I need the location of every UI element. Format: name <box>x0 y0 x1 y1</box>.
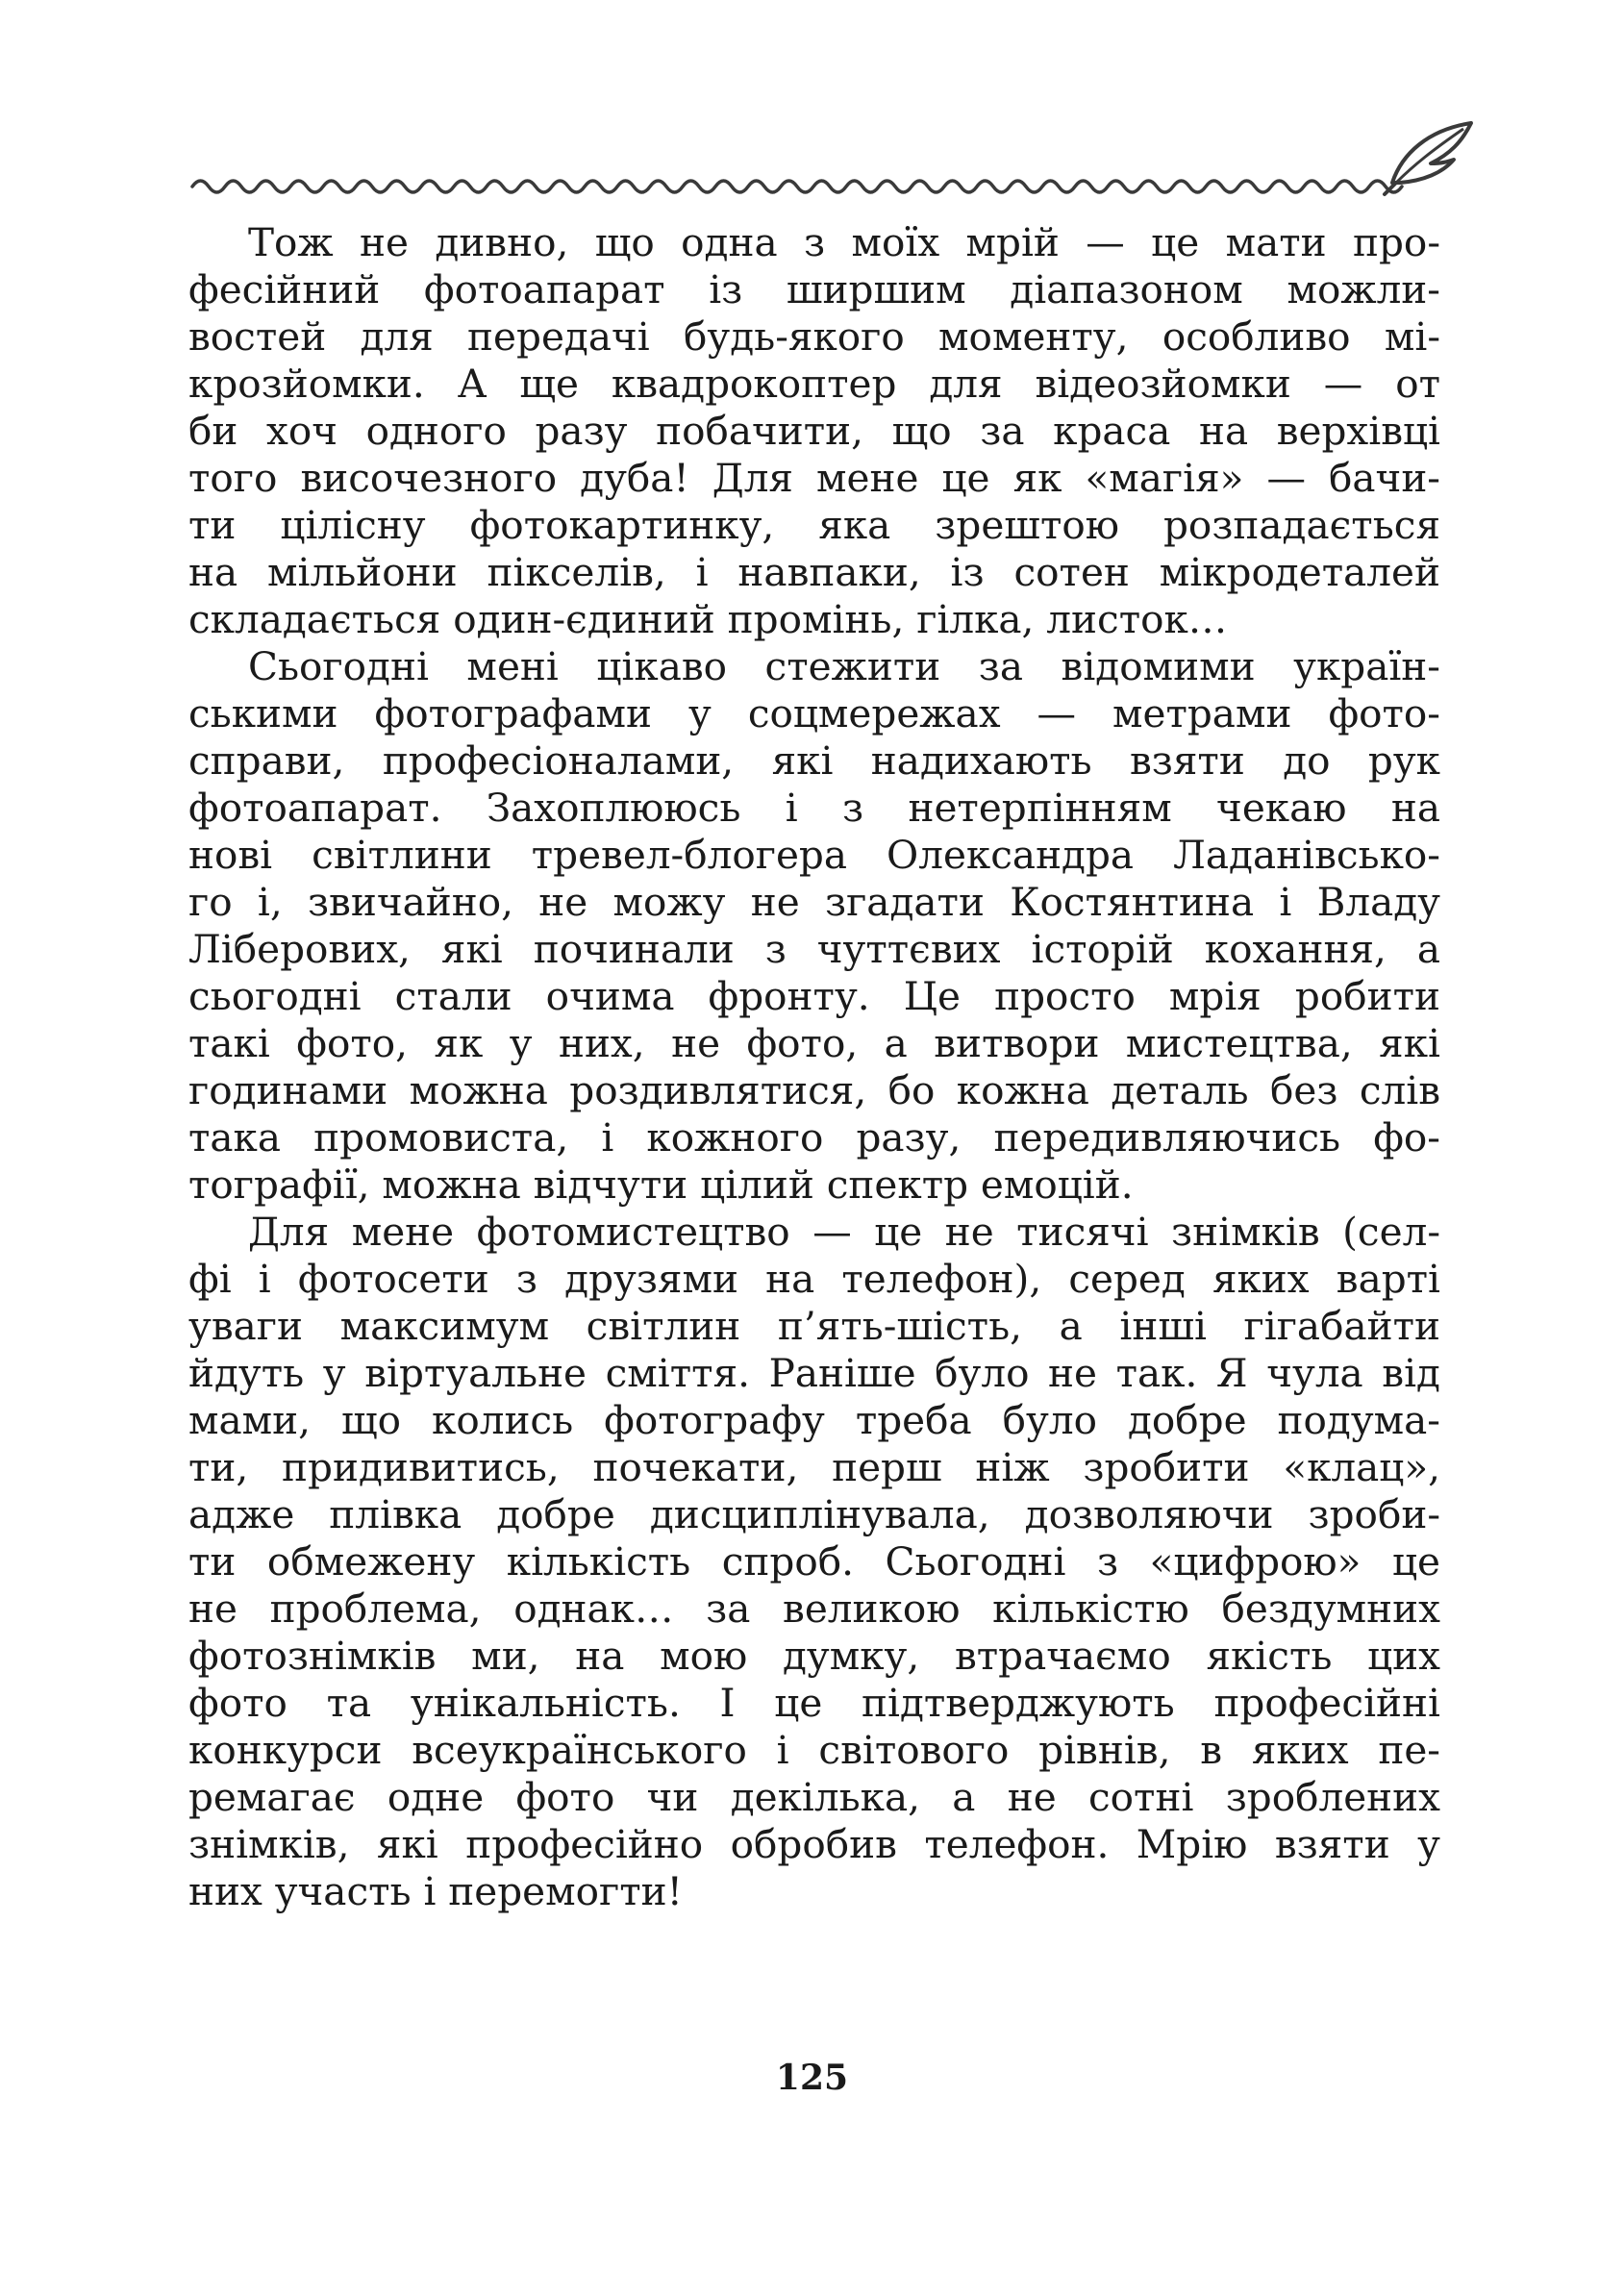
text-line: фі і фотосети з друзями на телефон), серед яких варті <box>188 1256 1440 1302</box>
text-line: конкурси всеукраїнського і світового рівнів, в яких пе- <box>188 1727 1440 1773</box>
text-line: адже плівка добре дисциплінувала, дозволяючи зроби- <box>188 1491 1440 1537</box>
text-line: Тож не дивно, що одна з моїх мрій — це мати про- <box>248 219 1440 265</box>
text-line: би хоч одного разу побачити, що за краса на верхівці <box>188 408 1440 454</box>
text-line: уваги максимум світлин п’ять-шість, а інші гігабайти <box>188 1303 1440 1349</box>
text-line: ти, придивитись, почекати, перш ніж зробити «клац», <box>188 1444 1440 1490</box>
text-line: такі фото, як у них, не фото, а витвори мистецтва, які <box>188 1020 1440 1066</box>
text-line: них участь і перемогти! <box>188 1868 683 1914</box>
body-text <box>188 219 1440 1915</box>
text-line: така промовиста, і кожного разу, передивляючись фо- <box>188 1114 1440 1161</box>
text-line: Сьогодні мені цікаво стежити за відомими україн- <box>248 643 1440 689</box>
text-line: справи, професіоналами, які надихають взяти до рук <box>188 737 1440 784</box>
text-line: годинами можна роздивлятися, бо кожна деталь без слів <box>188 1067 1440 1113</box>
text-line: Ліберових, які починали з чуттєвих історій кохання, а <box>188 926 1440 972</box>
text-line: востей для передачі будь-якого моменту, особливо мі- <box>188 313 1440 360</box>
text-line: сьогодні стали очима фронту. Це просто мрія робити <box>188 973 1440 1019</box>
text-line: фотоапарат. Захоплююсь і з нетерпінням чекаю на <box>188 785 1440 831</box>
text-line: ти обмежену кількість спроб. Сьогодні з «цифрою» це <box>188 1538 1440 1585</box>
text-line: мами, що колись фотографу треба було добре подума- <box>188 1397 1440 1443</box>
text-line: знімків, які професійно обробив телефон. Мрію взяти у <box>188 1821 1440 1867</box>
text-line: фотознімків ми, на мою думку, втрачаємо якість цих <box>188 1633 1440 1679</box>
text-line: на мільйони пікселів, і навпаки, із сотен мікродеталей <box>188 549 1440 595</box>
text-line: тографії, можна відчути цілий спектр емоцій. <box>188 1161 1134 1208</box>
text-line: складається один-єдиний промінь, гілка, листок… <box>188 596 1228 642</box>
text-line: го і, звичайно, не можу не згадати Костянтина і Владу <box>188 879 1440 925</box>
text-line: йдуть у віртуальне сміття. Раніше було не так. Я чула від <box>188 1350 1440 1396</box>
page-number: 125 <box>775 2058 849 2098</box>
text-line: фесійний фотоапарат із ширшим діапазоном можли- <box>188 266 1440 312</box>
text-line: нові світлини тревел-блогера Олександра Ладанівсько- <box>188 832 1440 878</box>
paragraph-1 <box>188 219 1440 643</box>
paragraph-2 <box>188 643 1440 1209</box>
wavy-divider <box>192 181 1402 192</box>
text-line: ськими фотографами у соцмережах — метрами фото- <box>188 690 1440 737</box>
text-line: не проблема, однак… за великою кількістю бездумних <box>188 1585 1440 1632</box>
text-line: крозйомки. А ще квадрокоптер для відеозйомки — от <box>188 361 1440 407</box>
text-line: ремагає одне фото чи декілька, а не сотні зроблених <box>188 1774 1440 1820</box>
text-line: ти цілісну фотокартинку, яка зрештою розпадається <box>188 502 1440 548</box>
text-line: фото та унікальність. І це підтверджують професійні <box>188 1680 1440 1726</box>
wavy-line-feather-icon <box>183 115 1500 202</box>
text-line: того височезного дуба! Для мене це як «магія» — бачи- <box>188 455 1440 501</box>
feather-quill-icon <box>1385 123 1471 194</box>
paragraph-3 <box>188 1209 1440 1915</box>
text-line: Для мене фотомистецтво — це не тисячі знімків (сел- <box>248 1209 1440 1255</box>
